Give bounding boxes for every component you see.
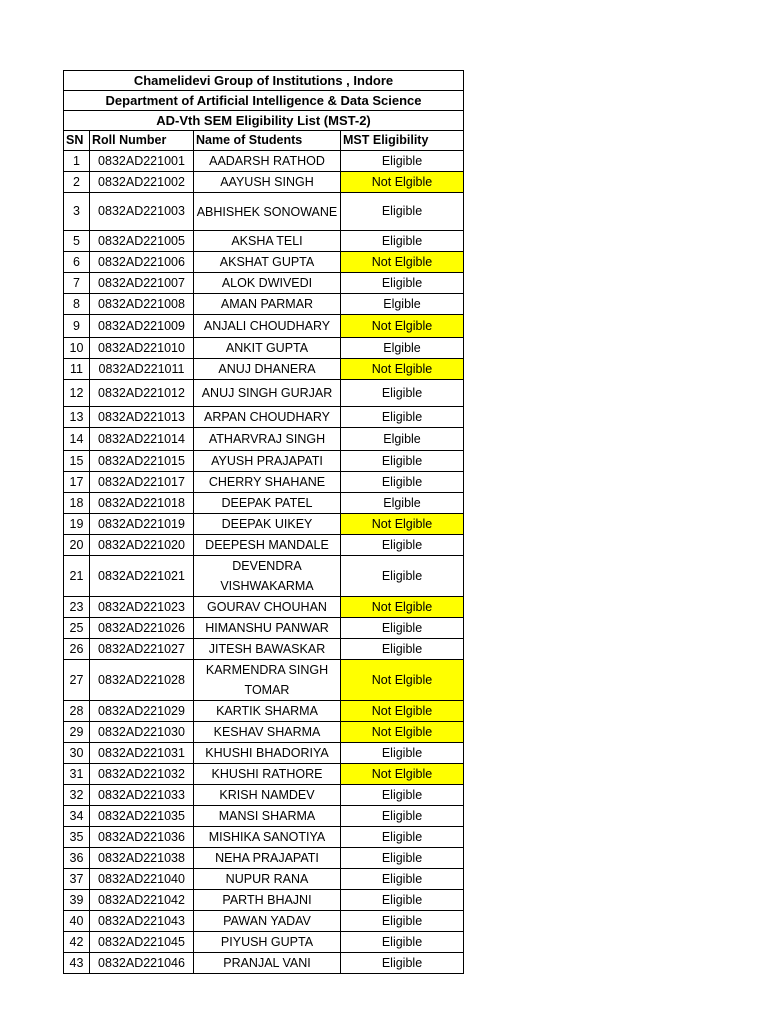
- cell-sn: 20: [64, 535, 90, 556]
- cell-eligibility: Eligible: [341, 451, 464, 472]
- cell-sn: 11: [64, 359, 90, 380]
- table-body: [64, 151, 464, 974]
- cell-roll-number: 0832AD221005: [90, 231, 194, 252]
- cell-roll-number: 0832AD221007: [90, 273, 194, 294]
- table-row: [64, 380, 464, 407]
- cell-eligibility: Not Elgible: [341, 172, 464, 193]
- cell-sn: 6: [64, 252, 90, 273]
- cell-eligibility: Elgible: [341, 294, 464, 315]
- cell-eligibility: Eligible: [341, 151, 464, 172]
- cell-eligibility: Not Elgible: [341, 597, 464, 618]
- table-row: [64, 151, 464, 172]
- table-row: [64, 273, 464, 294]
- table-row: [64, 932, 464, 953]
- cell-eligibility: Eligible: [341, 618, 464, 639]
- table-row: [64, 315, 464, 338]
- cell-student-name: DEVENDRA VISHWAKARMA: [194, 556, 341, 597]
- cell-eligibility: Not Elgible: [341, 514, 464, 535]
- cell-student-name: PARTH BHAJNI: [194, 890, 341, 911]
- cell-student-name: GOURAV CHOUHAN: [194, 597, 341, 618]
- cell-eligibility: Eligible: [341, 932, 464, 953]
- cell-roll-number: 0832AD221042: [90, 890, 194, 911]
- table-row: [64, 451, 464, 472]
- cell-student-name: HIMANSHU PANWAR: [194, 618, 341, 639]
- cell-sn: 34: [64, 806, 90, 827]
- cell-student-name: KHUSHI RATHORE: [194, 764, 341, 785]
- cell-eligibility: Eligible: [341, 639, 464, 660]
- cell-eligibility: Eligible: [341, 472, 464, 493]
- column-header-eligibility: MST Eligibility: [341, 131, 464, 151]
- cell-eligibility: Eligible: [341, 193, 464, 231]
- cell-sn: 31: [64, 764, 90, 785]
- cell-roll-number: 0832AD221020: [90, 535, 194, 556]
- cell-roll-number: 0832AD221032: [90, 764, 194, 785]
- table-row: [64, 911, 464, 932]
- cell-roll-number: 0832AD221045: [90, 932, 194, 953]
- table-row: [64, 535, 464, 556]
- cell-roll-number: 0832AD221040: [90, 869, 194, 890]
- cell-roll-number: 0832AD221033: [90, 785, 194, 806]
- cell-eligibility: Not Elgible: [341, 660, 464, 701]
- table-row: [64, 639, 464, 660]
- cell-eligibility: Eligible: [341, 535, 464, 556]
- cell-sn: 12: [64, 380, 90, 407]
- cell-sn: 3: [64, 193, 90, 231]
- cell-roll-number: 0832AD221043: [90, 911, 194, 932]
- cell-roll-number: 0832AD221030: [90, 722, 194, 743]
- cell-eligibility: Elgible: [341, 338, 464, 359]
- cell-sn: 37: [64, 869, 90, 890]
- table-row: [64, 493, 464, 514]
- cell-eligibility: Eligible: [341, 556, 464, 597]
- cell-sn: 30: [64, 743, 90, 764]
- cell-eligibility: Not Elgible: [341, 252, 464, 273]
- table-row: [64, 890, 464, 911]
- cell-student-name: DEEPAK PATEL: [194, 493, 341, 514]
- cell-roll-number: 0832AD221008: [90, 294, 194, 315]
- column-header-sn: SN: [64, 131, 90, 151]
- cell-roll-number: 0832AD221010: [90, 338, 194, 359]
- cell-student-name: ATHARVRAJ SINGH: [194, 428, 341, 451]
- cell-roll-number: 0832AD221046: [90, 953, 194, 974]
- table-row: [64, 407, 464, 428]
- table-row: [64, 722, 464, 743]
- column-header-roll-number: Roll Number: [90, 131, 194, 151]
- table-row: [64, 231, 464, 252]
- list-title: AD-Vth SEM Eligibility List (MST-2): [64, 111, 464, 131]
- cell-roll-number: 0832AD221019: [90, 514, 194, 535]
- table-row: [64, 172, 464, 193]
- cell-sn: 39: [64, 890, 90, 911]
- cell-student-name: KESHAV SHARMA: [194, 722, 341, 743]
- cell-roll-number: 0832AD221029: [90, 701, 194, 722]
- cell-student-name: ARPAN CHOUDHARY: [194, 407, 341, 428]
- table-row: [64, 252, 464, 273]
- cell-sn: 32: [64, 785, 90, 806]
- cell-sn: 25: [64, 618, 90, 639]
- cell-student-name: MANSI SHARMA: [194, 806, 341, 827]
- cell-sn: 42: [64, 932, 90, 953]
- table-row: [64, 597, 464, 618]
- cell-roll-number: 0832AD221028: [90, 660, 194, 701]
- cell-student-name: NEHA PRAJAPATI: [194, 848, 341, 869]
- cell-eligibility: Eligible: [341, 890, 464, 911]
- cell-eligibility: Eligible: [341, 743, 464, 764]
- cell-eligibility: Not Elgible: [341, 359, 464, 380]
- cell-eligibility: Not Elgible: [341, 315, 464, 338]
- table-row: [64, 556, 464, 597]
- cell-student-name: DEEPAK UIKEY: [194, 514, 341, 535]
- cell-eligibility: Eligible: [341, 785, 464, 806]
- cell-sn: 14: [64, 428, 90, 451]
- cell-roll-number: 0832AD221006: [90, 252, 194, 273]
- cell-student-name: KRISH NAMDEV: [194, 785, 341, 806]
- table-row: [64, 472, 464, 493]
- cell-sn: 10: [64, 338, 90, 359]
- cell-roll-number: 0832AD221023: [90, 597, 194, 618]
- table-row: [64, 514, 464, 535]
- cell-roll-number: 0832AD221011: [90, 359, 194, 380]
- cell-student-name: PAWAN YADAV: [194, 911, 341, 932]
- table-row: [64, 428, 464, 451]
- cell-sn: 21: [64, 556, 90, 597]
- cell-sn: 36: [64, 848, 90, 869]
- cell-eligibility: Not Elgible: [341, 722, 464, 743]
- cell-student-name: NUPUR RANA: [194, 869, 341, 890]
- cell-eligibility: Eligible: [341, 231, 464, 252]
- cell-sn: 13: [64, 407, 90, 428]
- cell-student-name: CHERRY SHAHANE: [194, 472, 341, 493]
- table-row: [64, 953, 464, 974]
- cell-sn: 19: [64, 514, 90, 535]
- table-row: [64, 294, 464, 315]
- eligibility-table: [63, 70, 464, 974]
- cell-roll-number: 0832AD221036: [90, 827, 194, 848]
- cell-sn: 15: [64, 451, 90, 472]
- cell-sn: 26: [64, 639, 90, 660]
- table-row: [64, 827, 464, 848]
- cell-sn: 28: [64, 701, 90, 722]
- cell-student-name: MISHIKA SANOTIYA: [194, 827, 341, 848]
- cell-student-name: DEEPESH MANDALE: [194, 535, 341, 556]
- cell-student-name: KARMENDRA SINGH TOMAR: [194, 660, 341, 701]
- table-row: [64, 193, 464, 231]
- cell-student-name: JITESH BAWASKAR: [194, 639, 341, 660]
- cell-sn: 7: [64, 273, 90, 294]
- cell-eligibility: Not Elgible: [341, 701, 464, 722]
- cell-eligibility: Not Elgible: [341, 764, 464, 785]
- institution-title: Chamelidevi Group of Institutions , Indore: [64, 71, 464, 91]
- cell-student-name: AMAN PARMAR: [194, 294, 341, 315]
- table-row: [64, 701, 464, 722]
- cell-eligibility: Eligible: [341, 827, 464, 848]
- cell-eligibility: Eligible: [341, 953, 464, 974]
- cell-sn: 18: [64, 493, 90, 514]
- cell-roll-number: 0832AD221012: [90, 380, 194, 407]
- cell-sn: 1: [64, 151, 90, 172]
- table-row: [64, 869, 464, 890]
- table-row: [64, 618, 464, 639]
- cell-student-name: ABHISHEK SONOWANE: [194, 193, 341, 231]
- cell-roll-number: 0832AD221003: [90, 193, 194, 231]
- cell-roll-number: 0832AD221035: [90, 806, 194, 827]
- cell-sn: 29: [64, 722, 90, 743]
- cell-eligibility: Elgible: [341, 493, 464, 514]
- cell-student-name: AKSHAT GUPTA: [194, 252, 341, 273]
- cell-student-name: ANUJ DHANERA: [194, 359, 341, 380]
- cell-roll-number: 0832AD221013: [90, 407, 194, 428]
- cell-sn: 35: [64, 827, 90, 848]
- table-row: [64, 848, 464, 869]
- cell-student-name: AYUSH PRAJAPATI: [194, 451, 341, 472]
- cell-student-name: KHUSHI BHADORIYA: [194, 743, 341, 764]
- cell-eligibility: Eligible: [341, 380, 464, 407]
- cell-student-name: ANKIT GUPTA: [194, 338, 341, 359]
- cell-sn: 43: [64, 953, 90, 974]
- cell-roll-number: 0832AD221031: [90, 743, 194, 764]
- cell-student-name: ALOK DWIVEDI: [194, 273, 341, 294]
- cell-sn: 40: [64, 911, 90, 932]
- cell-student-name: AKSHA TELI: [194, 231, 341, 252]
- cell-eligibility: Elgible: [341, 428, 464, 451]
- cell-roll-number: 0832AD221001: [90, 151, 194, 172]
- table-row: [64, 764, 464, 785]
- cell-eligibility: Eligible: [341, 806, 464, 827]
- cell-roll-number: 0832AD221027: [90, 639, 194, 660]
- cell-roll-number: 0832AD221017: [90, 472, 194, 493]
- cell-roll-number: 0832AD221009: [90, 315, 194, 338]
- table-row: [64, 785, 464, 806]
- cell-student-name: ANUJ SINGH GURJAR: [194, 380, 341, 407]
- table-row: [64, 338, 464, 359]
- cell-student-name: KARTIK SHARMA: [194, 701, 341, 722]
- cell-eligibility: Eligible: [341, 407, 464, 428]
- cell-roll-number: 0832AD221002: [90, 172, 194, 193]
- cell-eligibility: Eligible: [341, 869, 464, 890]
- cell-student-name: ANJALI CHOUDHARY: [194, 315, 341, 338]
- cell-student-name: AADARSH RATHOD: [194, 151, 341, 172]
- cell-sn: 9: [64, 315, 90, 338]
- cell-roll-number: 0832AD221038: [90, 848, 194, 869]
- cell-roll-number: 0832AD221018: [90, 493, 194, 514]
- column-header-name: Name of Students: [194, 131, 341, 151]
- cell-eligibility: Eligible: [341, 848, 464, 869]
- cell-sn: 5: [64, 231, 90, 252]
- department-title: Department of Artificial Intelligence & Data Science: [64, 91, 464, 111]
- cell-roll-number: 0832AD221026: [90, 618, 194, 639]
- table-row: [64, 359, 464, 380]
- cell-sn: 17: [64, 472, 90, 493]
- cell-student-name: PIYUSH GUPTA: [194, 932, 341, 953]
- cell-sn: 2: [64, 172, 90, 193]
- cell-student-name: PRANJAL VANI: [194, 953, 341, 974]
- table-row: [64, 743, 464, 764]
- table-row: [64, 660, 464, 701]
- cell-roll-number: 0832AD221021: [90, 556, 194, 597]
- cell-roll-number: 0832AD221014: [90, 428, 194, 451]
- cell-student-name: AAYUSH SINGH: [194, 172, 341, 193]
- cell-sn: 23: [64, 597, 90, 618]
- table-row: [64, 806, 464, 827]
- cell-sn: 8: [64, 294, 90, 315]
- cell-roll-number: 0832AD221015: [90, 451, 194, 472]
- cell-sn: 27: [64, 660, 90, 701]
- cell-eligibility: Eligible: [341, 273, 464, 294]
- cell-eligibility: Eligible: [341, 911, 464, 932]
